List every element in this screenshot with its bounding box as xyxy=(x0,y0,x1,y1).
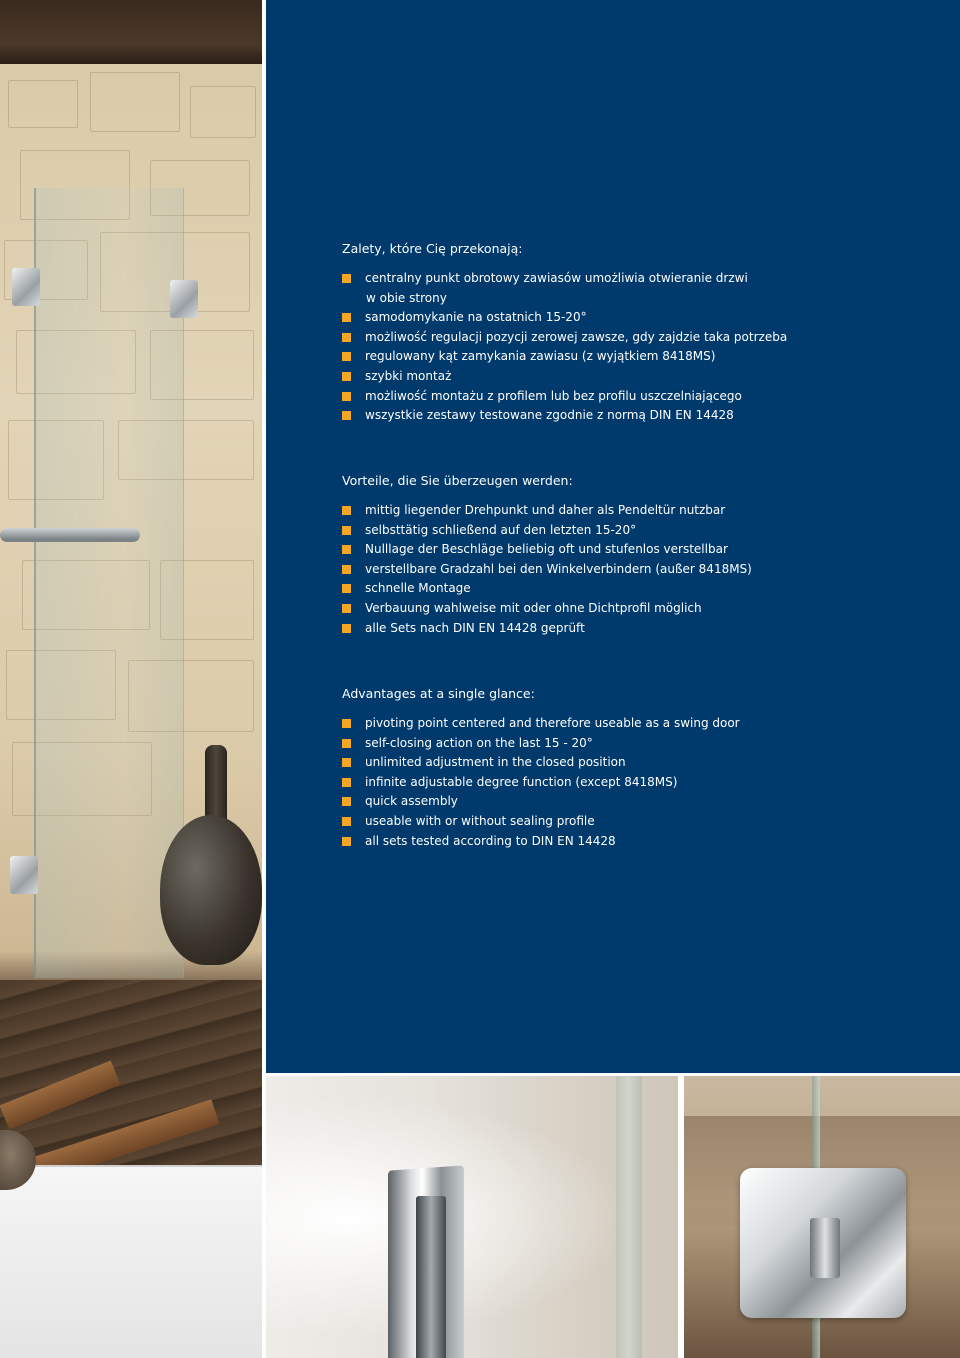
bullet-icon xyxy=(342,604,351,613)
list-item: centralny punkt obrotowy zawiasów umożliwia otwieranie drzwi w obie strony xyxy=(342,269,942,308)
bullet-icon xyxy=(342,274,351,283)
bullet-icon xyxy=(342,624,351,633)
hinge-icon xyxy=(10,856,38,894)
list-item: infinite adjustable degree function (except 8418MS) xyxy=(342,773,942,793)
hinge-icon xyxy=(170,280,198,318)
list-item: regulowany kąt zamykania zawiasu (z wyjątkiem 8418MS) xyxy=(342,347,942,367)
list-item: useable with or without sealing profile xyxy=(342,812,942,832)
bullet-icon xyxy=(342,333,351,342)
section-english xyxy=(342,686,942,851)
bullet-icon xyxy=(342,778,351,787)
list-item: wszystkie zestawy testowane zgodnie z normą DIN EN 14428 xyxy=(342,406,942,426)
feature-list xyxy=(342,501,942,638)
list-item: all sets tested according to DIN EN 14428 xyxy=(342,832,942,852)
shower-mixer xyxy=(0,528,140,542)
bullet-icon xyxy=(342,817,351,826)
hinge-icon xyxy=(12,268,40,306)
bullet-icon xyxy=(342,313,351,322)
list-item: pivoting point centered and therefore useable as a swing door xyxy=(342,714,942,734)
list-item: Verbauung wahlweise mit oder ohne Dichtprofil möglich xyxy=(342,599,942,619)
list-item: selbsttätig schließend auf den letzten 15-20° xyxy=(342,521,942,541)
bathtub xyxy=(0,1165,262,1358)
bullet-icon xyxy=(342,719,351,728)
list-item: unlimited adjustment in the closed position xyxy=(342,753,942,773)
hinge-edge xyxy=(416,1196,446,1358)
bullet-icon xyxy=(342,411,351,420)
bullet-icon xyxy=(342,392,351,401)
wall-stone xyxy=(190,86,256,138)
list-item: self-closing action on the last 15 - 20° xyxy=(342,734,942,754)
bullet-icon xyxy=(342,506,351,515)
bullet-icon xyxy=(342,758,351,767)
list-item: możliwość regulacji pozycji zerowej zawsze, gdy zajdzie taka potrzeba xyxy=(342,328,942,348)
section-german xyxy=(342,473,942,638)
bullet-icon xyxy=(342,372,351,381)
list-item: możliwość montażu z profilem lub bez profilu uszczelniającego xyxy=(342,387,942,407)
vase-neck xyxy=(205,745,227,825)
list-item: Nulllage der Beschläge beliebig oft und stufenlos verstellbar xyxy=(342,540,942,560)
section-heading: Zalety, które Cię przekonają: xyxy=(342,241,523,256)
bullet-icon xyxy=(342,797,351,806)
glass-door xyxy=(34,188,184,978)
list-item: szybki montaż xyxy=(342,367,942,387)
section-heading: Vorteile, die Sie überzeugen werden: xyxy=(342,473,573,488)
bullet-icon xyxy=(342,352,351,361)
hinge-photo-glass-to-glass xyxy=(684,1076,960,1358)
hinge-photo-glass-to-wall xyxy=(266,1076,678,1358)
list-item: quick assembly xyxy=(342,792,942,812)
ceiling-beam xyxy=(0,0,262,64)
hinge-pivot xyxy=(810,1218,840,1278)
bullet-icon xyxy=(342,584,351,593)
glass-edge xyxy=(616,1076,642,1358)
bullet-icon xyxy=(342,526,351,535)
list-item: samodomykanie na ostatnich 15-20° xyxy=(342,308,942,328)
wall-stone xyxy=(8,80,78,128)
section-heading: Advantages at a single glance: xyxy=(342,686,535,701)
bullet-icon xyxy=(342,739,351,748)
list-item: mittig liegender Drehpunkt und daher als Pendeltür nutzbar xyxy=(342,501,942,521)
vase xyxy=(160,815,262,965)
bullet-icon xyxy=(342,837,351,846)
list-item: verstellbare Gradzahl bei den Winkelverbindern (außer 8418MS) xyxy=(342,560,942,580)
list-item: alle Sets nach DIN EN 14428 geprüft xyxy=(342,619,942,639)
bullet-icon xyxy=(342,565,351,574)
list-item: schnelle Montage xyxy=(342,579,942,599)
feature-list xyxy=(342,714,942,851)
feature-list xyxy=(342,269,942,426)
shower-photo xyxy=(0,0,262,1358)
bullet-icon xyxy=(342,545,351,554)
section-polish xyxy=(342,241,942,426)
wall-stone xyxy=(90,72,180,132)
